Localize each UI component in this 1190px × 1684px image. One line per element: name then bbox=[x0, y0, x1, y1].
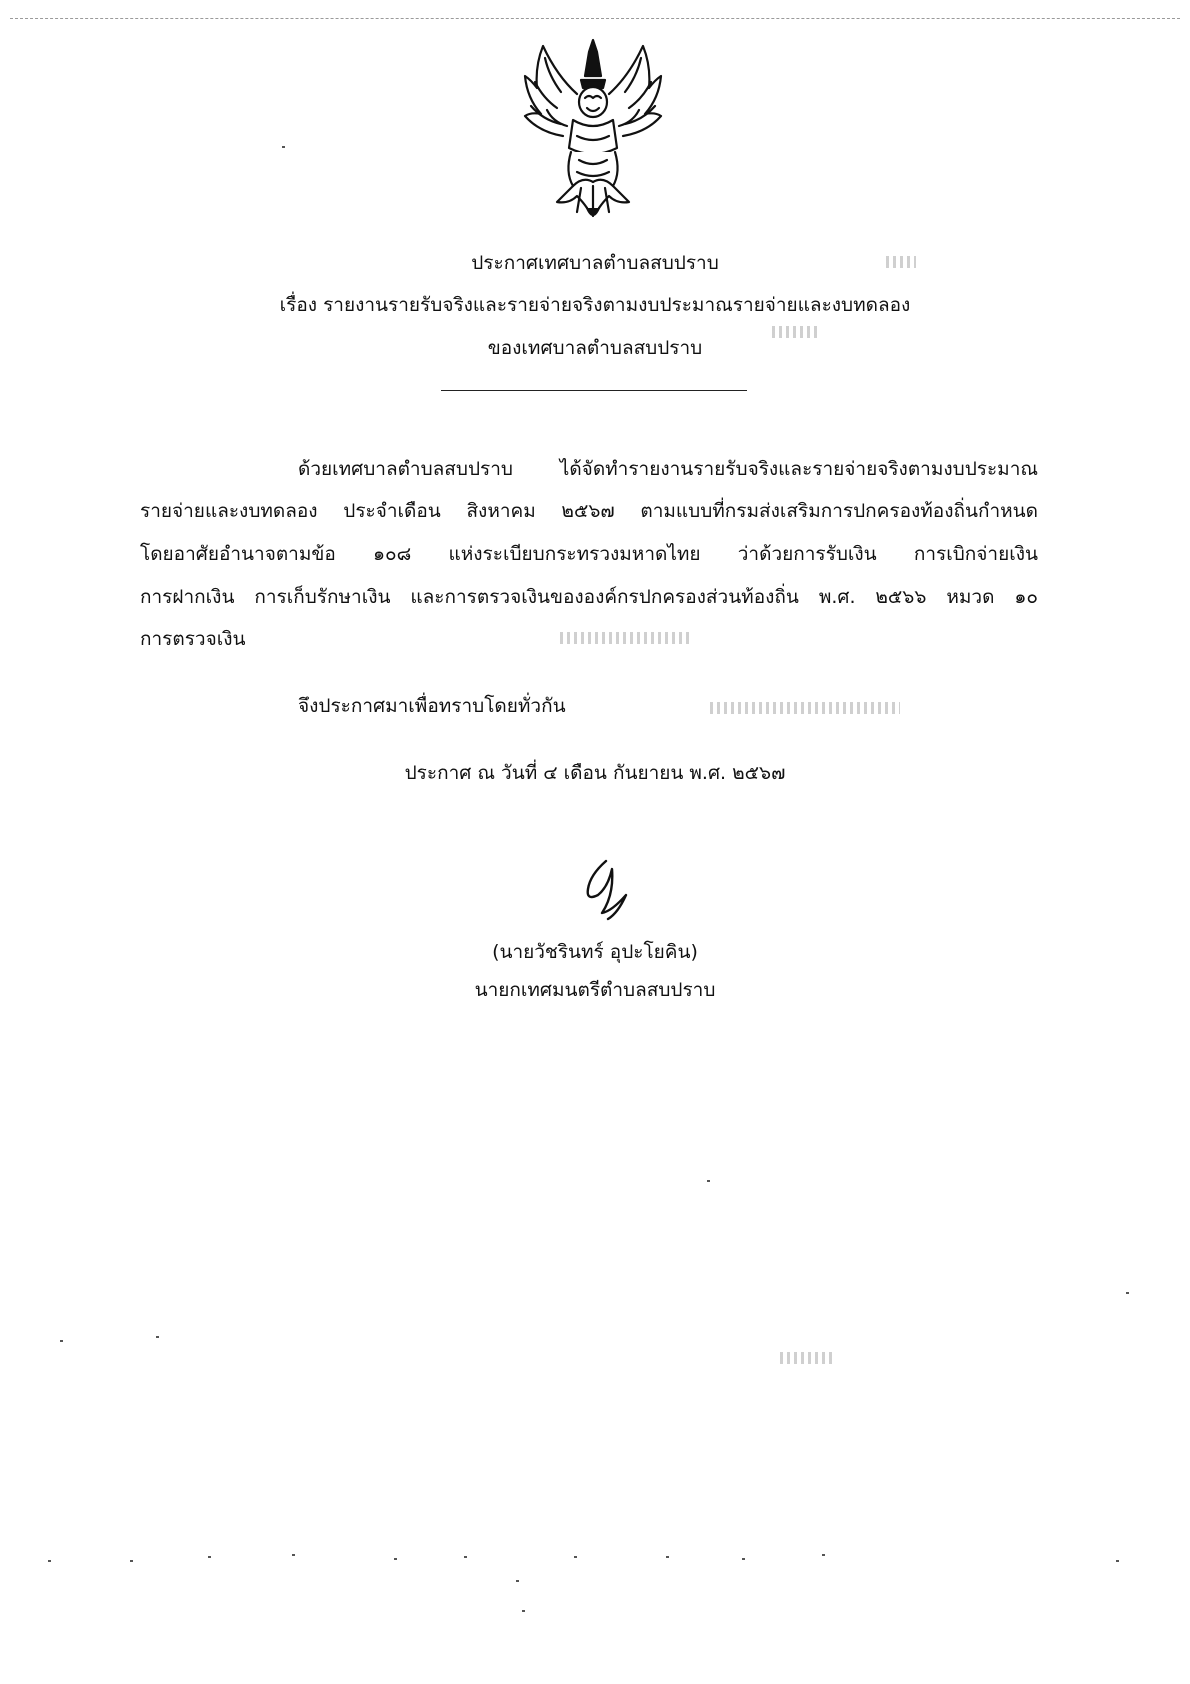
garuda-emblem-icon bbox=[517, 36, 669, 226]
scan-artifact bbox=[60, 1340, 63, 1342]
scan-top-edge-rule bbox=[10, 18, 1180, 19]
scan-artifact bbox=[208, 1556, 211, 1558]
scan-artifact bbox=[710, 702, 900, 714]
body-paragraph-line: โดยอาศัยอำนาจตามข้อ ๑๐๘ แห่งระเบียบกระทรวงมหาดไทย ว่าด้วยการรับเงิน การเบิกจ่ายเงิน bbox=[140, 543, 1038, 565]
scan-artifact bbox=[394, 1558, 397, 1560]
announcement-date: ประกาศ ณ วันที่ ๔ เดือน กันยายน พ.ศ. ๒๕๖๗ bbox=[404, 762, 786, 784]
body-paragraph-line: รายจ่ายและงบทดลอง ประจำเดือน สิงหาคม ๒๕๖๗ ตามแบบที่กรมส่งเสริมการปกครองท้องถิ่นกำหนด bbox=[140, 500, 1038, 522]
scan-artifact bbox=[560, 632, 692, 644]
scan-artifact bbox=[780, 1352, 832, 1364]
scan-artifact bbox=[822, 1554, 825, 1556]
handwritten-signature-icon bbox=[572, 855, 642, 925]
scan-artifact bbox=[48, 1560, 51, 1562]
scan-artifact bbox=[742, 1558, 745, 1560]
scan-artifact bbox=[292, 1554, 295, 1556]
body-paragraph-line: การฝากเงิน การเก็บรักษาเงิน และการตรวจเงินขององค์กรปกครองส่วนท้องถิ่น พ.ศ. ๒๕๖๖ หมวด ๑๐ bbox=[140, 586, 1038, 608]
announcement-subject: เรื่อง รายงานรายรับจริงและรายจ่ายจริงตามงบประมาณรายจ่ายและงบทดลอง bbox=[279, 294, 911, 316]
scan-artifact bbox=[464, 1556, 467, 1558]
scan-artifact bbox=[574, 1556, 577, 1558]
scan-artifact bbox=[522, 1610, 525, 1612]
signer-name: (นายวัชรินทร์ อุปะโยคิน) bbox=[492, 941, 698, 963]
body-paragraph-line: ด้วยเทศบาลตำบลสบปราบ ได้จัดทำรายงานรายรับจริงและรายจ่ายจริงตามงบประมาณ bbox=[298, 458, 1038, 480]
scan-artifact bbox=[282, 146, 285, 148]
scan-artifact bbox=[772, 326, 818, 338]
announcement-subject-continued: ของเทศบาลตำบลสบปราบ bbox=[487, 337, 703, 359]
scan-artifact bbox=[707, 1180, 710, 1182]
body-paragraph-line: การตรวจเงิน bbox=[140, 628, 246, 650]
scan-artifact bbox=[516, 1580, 519, 1582]
heading-divider bbox=[441, 390, 747, 391]
announcement-heading: ประกาศเทศบาลตำบลสบปราบ bbox=[471, 252, 719, 274]
scan-artifact bbox=[886, 256, 916, 268]
scan-artifact bbox=[1116, 1560, 1119, 1562]
closing-announcement: จึงประกาศมาเพื่อทราบโดยทั่วกัน bbox=[298, 695, 566, 717]
scan-artifact bbox=[130, 1560, 133, 1562]
scan-artifact bbox=[156, 1336, 159, 1338]
scan-artifact bbox=[666, 1556, 669, 1558]
signer-title: นายกเทศมนตรีตำบลสบปราบ bbox=[474, 979, 716, 1001]
scan-artifact bbox=[1126, 1292, 1129, 1294]
